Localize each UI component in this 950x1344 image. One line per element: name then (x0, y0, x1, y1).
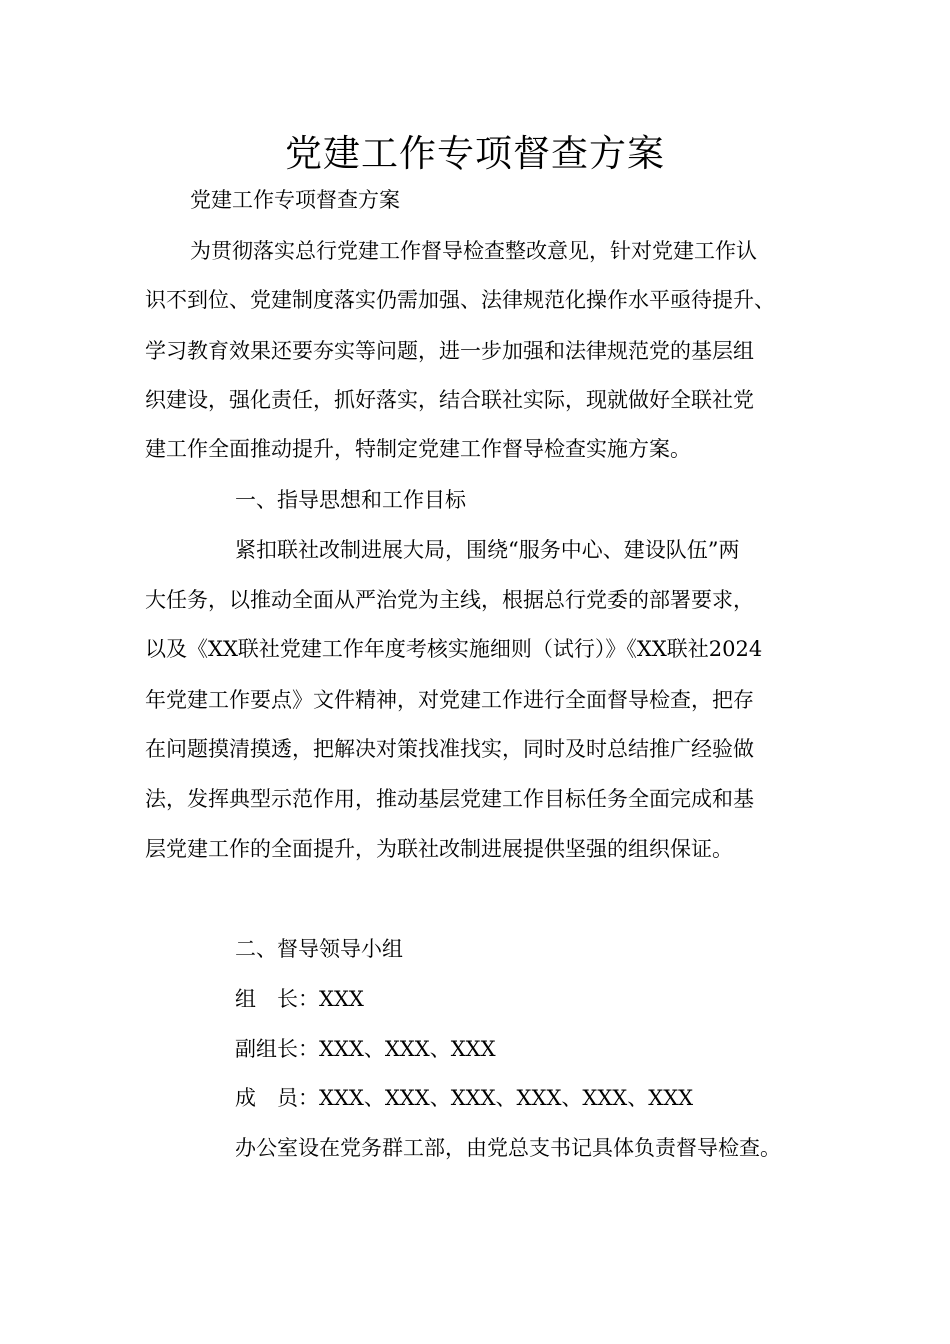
section-heading: 一、指导思想和工作目标 (235, 488, 466, 512)
document-subtitle: 党建工作专项督查方案 (190, 188, 400, 212)
section1-line: 法，发挥典型示范作用，推动基层党建工作目标任务全面完成和基 (145, 787, 754, 811)
intro-line: 学习教育效果还要夯实等问题，进一步加强和法律规范党的基层组 (145, 339, 754, 363)
office-note: 办公室设在党务群工部，由党总支书记具体负责督导检查。 (235, 1136, 781, 1160)
group-deputy: 副组长：XXX、XXX、XXX (235, 1037, 496, 1061)
section1-line: 年党建工作要点》文件精神，对党建工作进行全面督导检查，把存 (145, 688, 754, 712)
intro-line: 识不到位、党建制度落实仍需加强、法律规范化操作水平亟待提升、 (145, 288, 775, 312)
group-members: 成 员：XXX、XXX、XXX、XXX、XXX、XXX (235, 1086, 694, 1110)
section1-line: 层党建工作的全面提升，为联社改制进展提供坚强的组织保证。 (145, 837, 733, 861)
section1-line: 在问题摸清摸透，把解决对策找准找实，同时及时总结推广经验做 (145, 737, 754, 761)
intro-line: 建工作全面推动提升，特制定党建工作督导检查实施方案。 (145, 437, 691, 461)
group-leader: 组 长：XXX (235, 987, 364, 1011)
section-heading: 二、督导领导小组 (235, 937, 403, 961)
section1-line: 以及《XX联社党建工作年度考核实施细则（试行）》《XX联社2024 (145, 637, 763, 661)
section1-line: 大任务，以推动全面从严治党为主线，根据总行党委的部署要求， (145, 588, 754, 612)
intro-line: 织建设，强化责任，抓好落实，结合联社实际，现就做好全联社党 (145, 388, 754, 412)
document-title: 党建工作专项督查方案 (285, 132, 665, 175)
section1-line: 紧扣联社改制进展大局，围绕“服务中心、建设队伍”两 (235, 538, 740, 562)
intro-line: 为贯彻落实总行党建工作督导检查整改意见，针对党建工作认 (190, 239, 757, 263)
